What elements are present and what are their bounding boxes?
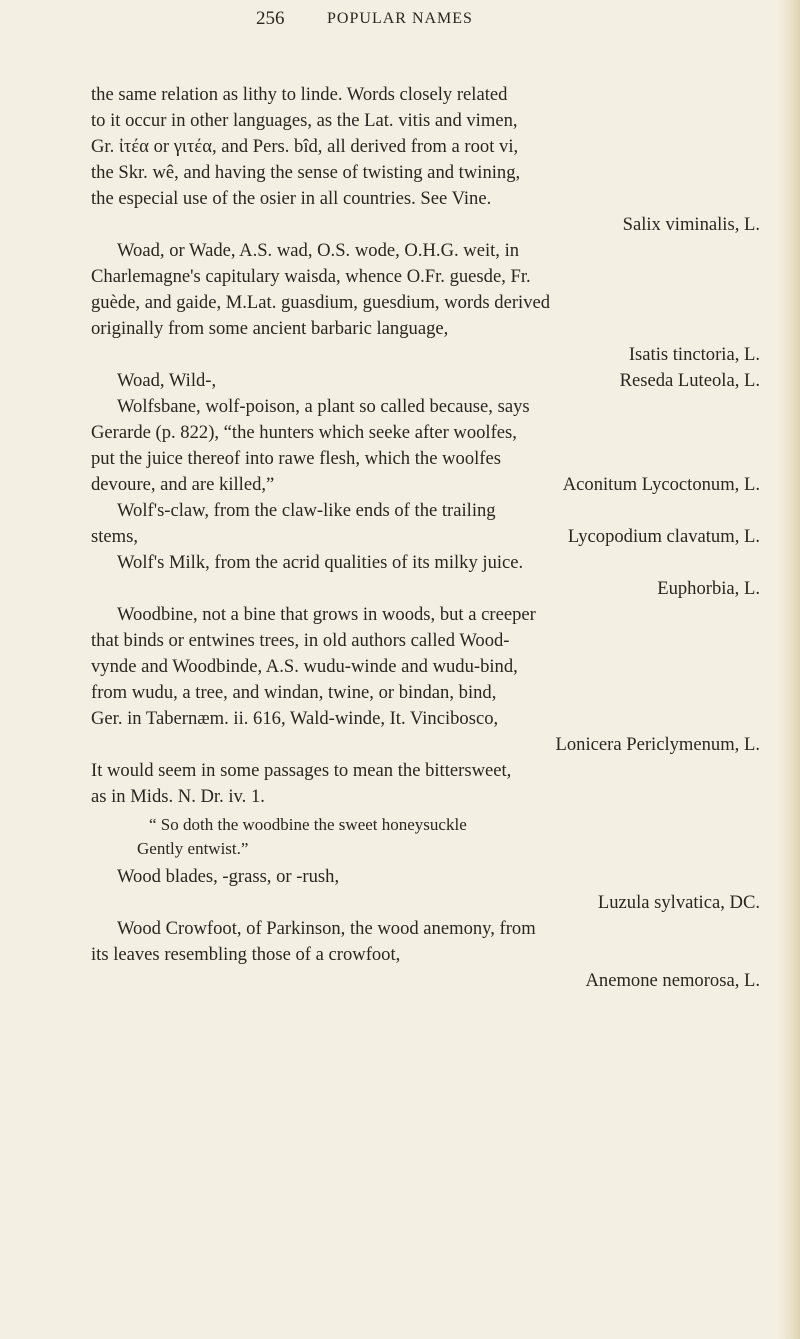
botanical-name: Aconitum Lycoctonum, L. [562,474,760,495]
text-line: the especial use of the osier in all countries. See Vine. [91,188,492,209]
text-line: to it occur in other languages, as the Lat. vitis and vimen, [91,110,518,131]
botanical-name: Reseda Luteola, L. [619,370,760,391]
botanical-name: Lycopodium clavatum, L. [567,526,760,547]
text-line: It would seem in some passages to mean the bittersweet, [91,760,512,781]
text-line: its leaves resembling those of a crowfoot, [91,944,401,965]
botanical-name: Euphorbia, L. [657,578,760,599]
text-line: vynde and Woodbinde, A.S. wudu-winde and wudu-bind, [91,656,518,677]
text-line: devoure, and are killed,” [91,474,275,495]
botanical-name: Salix viminalis, L. [622,214,760,235]
entry-heading-line: Wolf's Milk, from the acrid qualities of its milky juice. [117,552,524,573]
text-line: as in Mids. N. Dr. iv. 1. [91,786,265,807]
running-head: POPULAR NAMES [327,10,473,27]
quotation-line: “ So doth the woodbine the sweet honeysuckle [149,815,467,834]
text-line: stems, [91,526,139,547]
text-line: the same relation as lithy to linde. Words closely related [91,84,508,105]
text-line: Ger. in Tabernæm. ii. 616, Wald-winde, It. Vincibosco, [91,708,499,729]
entry-heading-line: Wolfsbane, wolf-poison, a plant so called because, says [117,396,530,417]
entry-heading-line: Wood Crowfoot, of Parkinson, the wood anemony, from [117,918,536,939]
text-line: Charlemagne's capitulary waisda, whence O.Fr. guesde, Fr. [91,266,531,287]
entry-heading-line: Woad, or Wade, A.S. wad, O.S. wode, O.H.G. weit, in [117,240,520,261]
text-line: Gr. ἰτέα or γιτέα, and Pers. bîd, all derived from a root vi, [91,136,519,157]
quotation-line: Gently entwist.” [137,839,249,858]
entry-heading-line: Wood blades, -grass, or -rush, [117,866,340,887]
page-edge-shadow [778,0,800,1339]
page-number: 256 [256,8,285,29]
text-line: Gerarde (p. 822), “the hunters which seeke after woolfes, [91,422,517,443]
botanical-name: Anemone nemorosa, L. [585,970,760,991]
botanical-name: Isatis tinctoria, L. [628,344,760,365]
entry-heading-line: Wolf's-claw, from the claw-like ends of the trailing [117,500,496,521]
text-line: that binds or entwines trees, in old authors called Wood- [91,630,510,651]
botanical-name: Lonicera Periclymenum, L. [555,734,760,755]
text-line: put the juice thereof into rawe flesh, which the woolfes [91,448,501,469]
text-line: originally from some ancient barbaric language, [91,318,449,339]
text-line: from wudu, a tree, and windan, twine, or bindan, bind, [91,682,497,703]
entry-heading-line: Woodbine, not a bine that grows in woods, but a creeper [117,604,536,625]
entry-heading-line: Woad, Wild-, [117,370,217,391]
text-line: guède, and gaide, M.Lat. guasdium, guesdium, words derived [91,292,551,313]
botanical-name: Luzula sylvatica, DC. [597,892,760,913]
text-line: the Skr. wê, and having the sense of twisting and twining, [91,162,521,183]
